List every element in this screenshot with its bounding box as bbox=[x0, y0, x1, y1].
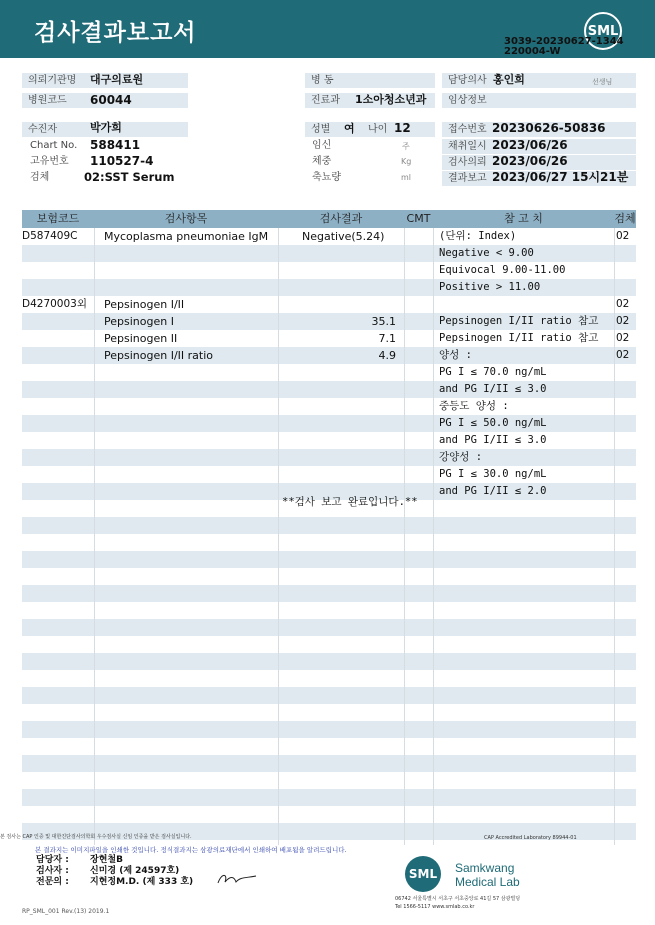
ref-cell: 강양성 : bbox=[439, 451, 483, 463]
item-cell: Pepsinogen I/II bbox=[104, 298, 185, 311]
sex-label: 성별 bbox=[305, 122, 435, 137]
ref-cell: 중등도 양성 : bbox=[439, 400, 509, 412]
ref-cell: Pepsinogen I/II ratio 참고 bbox=[439, 315, 599, 327]
result-cell: 4.9 bbox=[378, 349, 396, 362]
weight-unit: Kg bbox=[401, 157, 412, 166]
collect-value: 2023/06/26 bbox=[492, 138, 568, 152]
cap-note: CAP Accredited Laboratory 89944-01 bbox=[484, 835, 577, 841]
hospital-value: 대구의료원 bbox=[90, 73, 144, 86]
col-cmt: CMT bbox=[406, 212, 431, 225]
item-cell: Pepsinogen I/II ratio bbox=[104, 349, 213, 362]
ref-cell: PG I ≤ 50.0 ng/mL bbox=[439, 417, 547, 429]
age-label: 나이 bbox=[368, 124, 388, 135]
spec-cell: 02 bbox=[616, 230, 630, 242]
row-stripe bbox=[22, 279, 636, 296]
ref-cell: and PG I/II ≤ 3.0 bbox=[439, 434, 547, 446]
urine-label: 축뇨량 bbox=[312, 172, 341, 183]
col-ref: 참 고 치 bbox=[504, 212, 543, 225]
ref-cell: PG I ≤ 30.0 ng/mL bbox=[439, 468, 547, 480]
doctor-label: 담당의사 bbox=[442, 73, 636, 88]
col-item: 검사항목 bbox=[164, 212, 208, 225]
request-value: 2023/06/26 bbox=[492, 154, 568, 168]
ref-cell: PG I ≤ 70.0 ng/mL bbox=[439, 366, 547, 378]
uid-value: 110527-4 bbox=[90, 154, 154, 168]
doctor-value: 홍인희 bbox=[493, 73, 525, 86]
age-value: 12 bbox=[394, 121, 411, 135]
row-stripe bbox=[22, 517, 636, 534]
tester-value: 신미경 (제 24597호) bbox=[90, 866, 180, 876]
row-stripe bbox=[22, 687, 636, 704]
ward-label: 병 동 bbox=[305, 73, 435, 88]
item-cell: Pepsinogen I bbox=[104, 315, 174, 328]
chart-label: Chart No. bbox=[30, 140, 78, 151]
hospcode-label: 병원코드 bbox=[22, 93, 84, 108]
code-cell: D4270003외 bbox=[22, 298, 87, 310]
ref-cell: Negative < 9.00 bbox=[439, 247, 534, 259]
brand-name-line1: Samkwang bbox=[455, 861, 515, 875]
completion-message: **검사 보고 완료입니다.** bbox=[282, 496, 418, 508]
request-label: 검사의뢰 bbox=[442, 155, 636, 170]
sml-footer-logo-icon: SML bbox=[405, 856, 441, 892]
urine-unit: ml bbox=[401, 173, 412, 182]
row-stripe bbox=[22, 789, 636, 806]
image-notice: 본 결과지는 이미지파일을 인쇄한 것입니다. 정식결과지는 삼광의료재단에서 인쇄하여 배포됨을 알려드립니다. bbox=[35, 846, 347, 854]
report-id-line1: 3039-20230627-1344 bbox=[504, 36, 624, 47]
report-id-line2: 220004-W bbox=[504, 46, 561, 57]
hospital-label: 의뢰기관명 bbox=[22, 73, 84, 88]
address: 06742 서울특별시 서초구 서초중앙로 41길 57 삼광빌딩 bbox=[395, 896, 521, 902]
ref-cell: (단위: Index) bbox=[439, 230, 517, 242]
row-stripe bbox=[22, 619, 636, 636]
chart-value: 588411 bbox=[90, 138, 141, 152]
ref-cell: and PG I/II ≤ 2.0 bbox=[439, 485, 547, 497]
ref-cell: Positive > 11.00 bbox=[439, 281, 541, 293]
staff-label: 담당자 : bbox=[36, 855, 69, 865]
result-cell: Negative(5.24) bbox=[302, 230, 385, 243]
patient-value: 박가희 bbox=[90, 121, 122, 134]
spec-cell: 02 bbox=[616, 315, 630, 327]
contact: Tel 1566-5117 www.smlab.co.kr bbox=[395, 904, 475, 910]
dept-value: 1소아청소년과 bbox=[355, 93, 427, 106]
staff-value: 장현철B bbox=[90, 855, 123, 865]
dept-label: 진료과 bbox=[305, 93, 435, 108]
sex-value: 여 bbox=[344, 122, 355, 135]
spec-cell: 02 bbox=[616, 349, 630, 361]
ref-cell: Equivocal 9.00-11.00 bbox=[439, 264, 566, 276]
row-stripe bbox=[22, 585, 636, 602]
col-code: 보험코드 bbox=[36, 212, 80, 225]
doctor-suffix: 선생님 bbox=[592, 78, 613, 86]
accreditation-note: 본 검사는 CAP 인증 및 대한진단검사의학회 우수검사실 신임 인증을 받은 검사실입니다. bbox=[0, 834, 192, 840]
tester-label: 검사자 : bbox=[36, 866, 69, 876]
ref-cell: 양성 : bbox=[439, 349, 472, 361]
report-date-label: 결과보고 bbox=[442, 171, 636, 186]
col-spec: 검체 bbox=[614, 212, 636, 225]
sml-logo-icon: SML bbox=[584, 12, 622, 50]
expert-value: 지현정M.D. (제 333 호) bbox=[90, 877, 194, 887]
recv-value: 20230626-50836 bbox=[492, 121, 606, 135]
result-cell: 35.1 bbox=[371, 315, 396, 328]
row-stripe bbox=[22, 755, 636, 772]
patient-label: 수진자 bbox=[22, 122, 188, 137]
preg-label: 임신 bbox=[312, 140, 332, 151]
uid-label: 고유번호 bbox=[30, 156, 69, 167]
expert-label: 전문의 : bbox=[36, 877, 69, 887]
specimen-label: 검체 bbox=[30, 172, 50, 183]
weight-label: 체중 bbox=[312, 156, 332, 167]
ref-cell: Pepsinogen I/II ratio 참고 bbox=[439, 332, 599, 344]
report-title: 검사결과보고서 bbox=[34, 20, 197, 46]
spec-cell: 02 bbox=[616, 332, 630, 344]
item-cell: Mycoplasma pneumoniae IgM bbox=[104, 230, 269, 243]
col-result: 검사결과 bbox=[319, 212, 363, 225]
preg-unit: 주 bbox=[402, 142, 410, 151]
brand-name-line2: Medical Lab bbox=[455, 875, 520, 889]
spec-cell: 02 bbox=[616, 298, 630, 310]
recv-label: 접수번호 bbox=[442, 122, 636, 137]
item-cell: Pepsinogen II bbox=[104, 332, 178, 345]
specimen-value: 02:SST Serum bbox=[84, 170, 175, 184]
form-code: RP_SML_001 Rev.(13) 2019.1 bbox=[22, 908, 110, 915]
signature-icon bbox=[216, 870, 258, 886]
row-stripe bbox=[22, 245, 636, 262]
report-date-value: 2023/06/27 15시21분 bbox=[492, 170, 629, 184]
ref-cell: and PG I/II ≤ 3.0 bbox=[439, 383, 547, 395]
row-stripe bbox=[22, 653, 636, 670]
row-stripe bbox=[22, 551, 636, 568]
clinical-label: 임상정보 bbox=[442, 93, 636, 108]
row-stripe bbox=[22, 449, 636, 466]
result-cell: 7.1 bbox=[378, 332, 396, 345]
hospcode-value: 60044 bbox=[90, 93, 132, 107]
code-cell: D587409C bbox=[22, 230, 78, 242]
row-stripe bbox=[22, 721, 636, 738]
collect-label: 채취일시 bbox=[442, 139, 636, 154]
report-id bbox=[504, 37, 624, 57]
